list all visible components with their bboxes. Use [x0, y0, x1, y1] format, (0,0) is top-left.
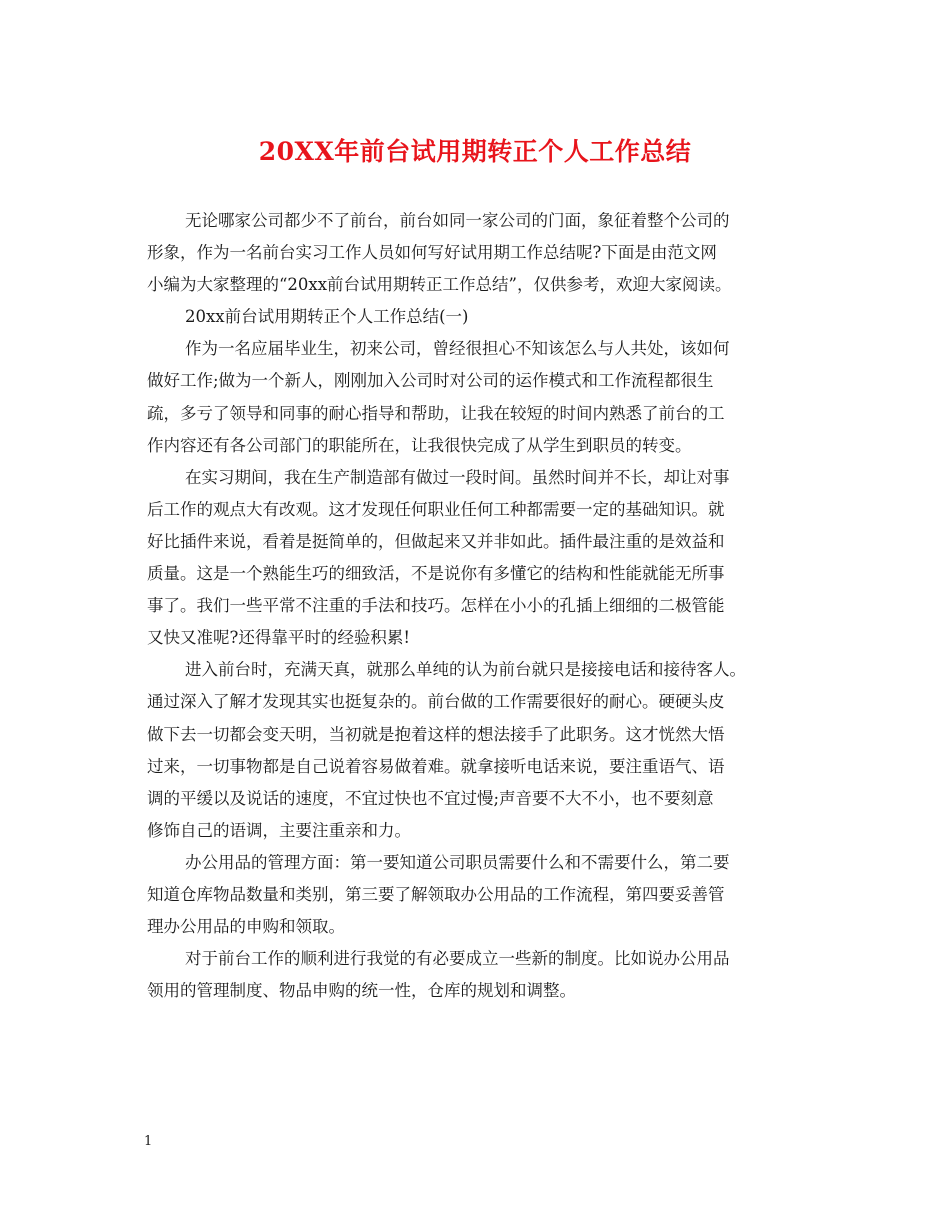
text-line: 知道仓库物品数量和类别，第三要了解领取办公用品的工作流程，第四要妥善管 [147, 884, 725, 904]
text-line: 通过深入了解才发现其实也挺复杂的。前台做的工作需要很好的耐心。硬硬头皮 [147, 692, 725, 712]
text-line: 办公用品的管理方面：第一要知道公司职员需要什么和不需要什么，第二要 [185, 852, 730, 872]
text-line: 小编为大家整理的“20xx前台试用期转正工作总结”，仅供参考，欢迎大家阅读。 [147, 275, 732, 295]
text-line: 形象，作为一名前台实习工作人员如何写好试用期工作总结呢?下面是由范文网 [147, 243, 717, 263]
text-line: 作为一名应届毕业生，初来公司，曾经很担心不知该怎么与人共处，该如何 [185, 339, 730, 359]
text-line: 做下去一切都会变天明，当初就是抱着这样的想法接手了此职务。这才恍然大悟 [147, 724, 725, 744]
text-line: 领用的管理制度、物品申购的统一性，仓库的规划和调整。 [147, 981, 576, 1001]
text-line: 作内容还有各公司部门的职能所在，让我很快完成了从学生到职员的转变。 [147, 435, 692, 455]
text-line: 疏，多亏了领导和同事的耐心指导和帮助，让我在较短的时间内熟悉了前台的工 [147, 403, 725, 423]
text-line: 进入前台时，充满天真，就那么单纯的认为前台就只是接接电话和接待客人。 [185, 660, 746, 680]
text-line: 过来，一切事物都是自己说着容易做着难。就拿接听电话来说，要注重语气、语 [147, 756, 725, 776]
document-title: 20XX年前台试用期转正个人工作总结 [258, 137, 692, 166]
text-line: 20xx前台试用期转正个人工作总结(一) [185, 307, 469, 327]
text-line: 无论哪家公司都少不了前台，前台如同一家公司的门面，象征着整个公司的 [185, 211, 730, 230]
text-line: 事了。我们一些平常不注重的手法和技巧。怎样在小小的孔插上细细的二极管能 [147, 596, 725, 616]
page-number: 1 [144, 1134, 153, 1149]
document-body [147, 205, 827, 1007]
text-line: 又快又准呢?还得靠平时的经验积累! [147, 628, 410, 648]
text-line: 质量。这是一个熟能生巧的细致活，不是说你有多懂它的结构和性能就能无所事 [147, 564, 725, 584]
text-line: 后工作的观点大有改观。这才发现任何职业任何工种都需要一定的基础知识。就 [147, 499, 725, 519]
text-line: 修饰自己的语调，主要注重亲和力。 [147, 820, 411, 840]
text-line: 做好工作;做为一个新人，刚刚加入公司时对公司的运作模式和工作流程都很生 [147, 371, 714, 391]
text-line: 调的平缓以及说话的速度，不宜过快也不宜过慢;声音要不大不小，也不要刻意 [147, 788, 714, 808]
text-line: 对于前台工作的顺利进行我觉的有必要成立一些新的制度。比如说办公用品 [185, 949, 730, 969]
text-line: 在实习期间，我在生产制造部有做过一段时间。虽然时间并不长，却让对事 [185, 467, 730, 487]
text-line: 好比插件来说，看着是挺简单的，但做起来又并非如此。插件最注重的是效益和 [147, 531, 725, 551]
text-line: 理办公用品的申购和领取。 [147, 917, 345, 937]
